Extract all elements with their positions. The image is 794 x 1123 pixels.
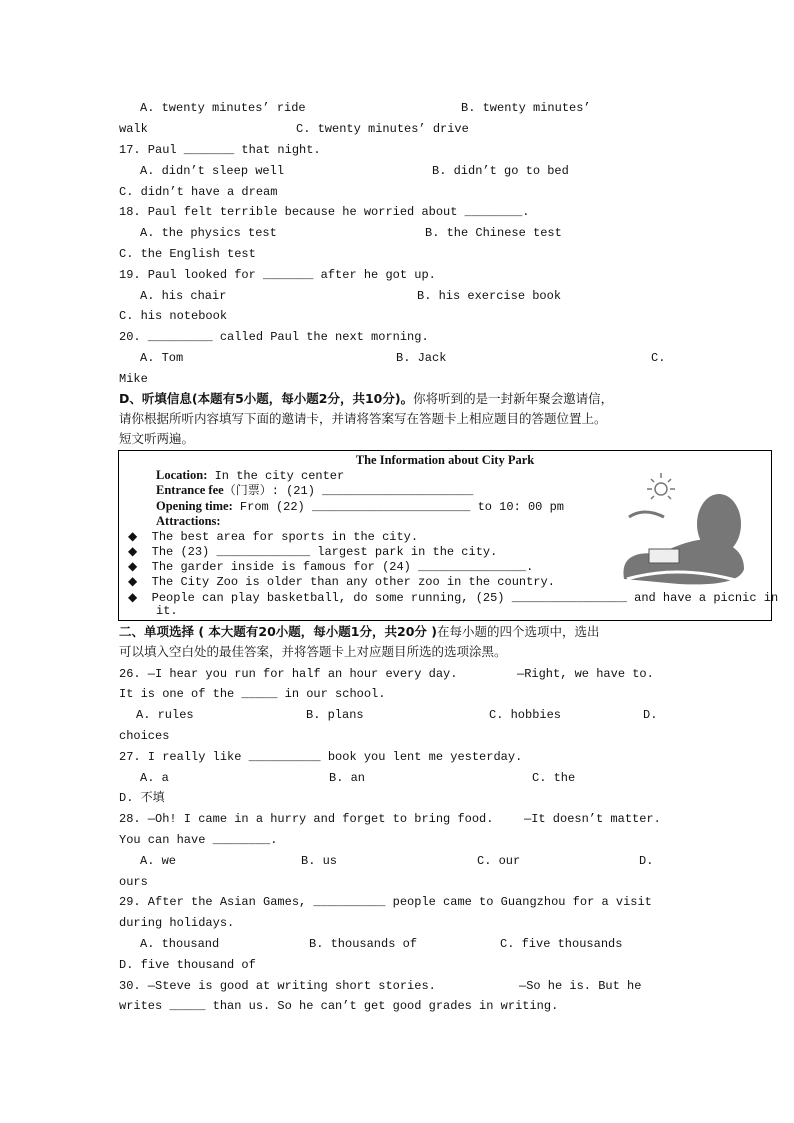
q19-stem: 19. Paul looked for _______ after he got up. (119, 268, 436, 282)
attractions-label: Attractions: (156, 514, 221, 528)
q16-option-a: A. twenty minutes’ ride (140, 101, 306, 115)
attraction-item (128, 589, 778, 606)
q18-option-b: B. the Chinese test (425, 226, 562, 240)
location-value: In the city center (207, 469, 345, 483)
q27-stem: 27. I really like __________ book you lent me yesterday. (119, 750, 523, 764)
q17-option-c: C. didn’t have a dream (119, 185, 278, 199)
attraction-text: The City Zoo is older than any other zoo in the country. (151, 575, 555, 589)
section-2-line2: 可以填入空白处的最佳答案，并将答题卡上对应题目所选的选项涂黑。 (119, 644, 507, 659)
q26-option-d: D. (643, 708, 658, 722)
q29-stem: 29. After the Asian Games, __________ people came to Guangzhou for a visit (119, 895, 652, 909)
diamond-bullet-icon: ◆ (128, 590, 138, 604)
card-entrance-fee (156, 482, 473, 499)
q27-option-b: B. an (329, 771, 366, 785)
q16-option-c: C. twenty minutes’ drive (296, 122, 469, 136)
q28-stem: 28. —Oh! I came in a hurry and forget to bring food. (119, 812, 494, 826)
q30-stem-cont: writes _____ than us. So he can’t get good grades in writing. (119, 999, 559, 1013)
q27-option-c: C. the (532, 771, 576, 785)
q18-stem: 18. Paul felt terrible because he worried about ________. (119, 205, 530, 219)
opening-blank: From (22) ______________________ to 10: 00 pm (232, 500, 564, 514)
fee-blank: （门票）: (21) _____________________ (223, 484, 474, 498)
q27-option-d: D. 不填 (119, 791, 165, 805)
q27-option-a: A. a (140, 771, 169, 785)
section-d-text: 你将听到的是一封新年聚会邀请信， (413, 391, 614, 406)
section-2-heading: 二、单项选择 ( 本大题有20小题，每小题1分，共20分 ) (119, 624, 437, 639)
q26-option-a: A. rules (136, 708, 194, 722)
card-title: The Information about City Park (355, 453, 535, 467)
city-park-info-card (118, 450, 779, 621)
q29-stem-cont: during holidays. (119, 916, 235, 930)
q29-option-a: A. thousand (140, 937, 220, 951)
q26-stem-cont: It is one of the _____ in our school. (119, 687, 386, 701)
q28-option-b: B. us (301, 854, 338, 868)
q28-option-d: D. (639, 854, 654, 868)
attraction-item-cont: it. (156, 604, 178, 618)
opening-label: Opening time: (156, 499, 233, 513)
diamond-bullet-icon: ◆ (128, 529, 138, 543)
q19-option-c: C. his notebook (119, 309, 228, 323)
section-2-instructions (119, 624, 600, 640)
attraction-text: The (23) _____________ largest park in the city. (151, 545, 498, 559)
q29-option-c: C. five thousands (500, 937, 623, 951)
q26-stem: 26. —I hear you run for half an hour every day. (119, 667, 458, 681)
q16-option-b-cont: walk (119, 122, 148, 136)
q26-reply: —Right, we have to. (517, 667, 654, 681)
q20-stem: 20. _________ called Paul the next morning. (119, 330, 429, 344)
location-label: Location: (156, 468, 208, 482)
park-illustration-icon (619, 469, 749, 589)
q29-option-b: B. thousands of (309, 937, 418, 951)
q28-option-c: C. our (477, 854, 521, 868)
q19-option-b: B. his exercise book (417, 289, 562, 303)
q30-stem: 30. —Steve is good at writing short stories. (119, 979, 436, 993)
q20-option-a: A. Tom (140, 351, 184, 365)
diamond-bullet-icon: ◆ (128, 544, 138, 558)
q20-option-b: B. Jack (396, 351, 447, 365)
section-d-line3: 短文听两遍。 (119, 431, 195, 446)
q26-option-c: C. hobbies (489, 708, 562, 722)
q28-option-a: A. we (140, 854, 177, 868)
q19-option-a: A. his chair (140, 289, 227, 303)
q17-stem: 17. Paul _______ that night. (119, 143, 321, 157)
diamond-bullet-icon: ◆ (128, 559, 138, 573)
diamond-bullet-icon: ◆ (128, 574, 138, 588)
section-2-text: 在每小题的四个选项中，选出 (436, 624, 600, 639)
section-d-heading: D、听填信息(本题有5小题，每小题2分，共10分)。 (119, 391, 414, 406)
section-d-instructions (119, 391, 613, 407)
q26-option-d-cont: choices (119, 729, 170, 743)
q17-option-a: A. didn’t sleep well (140, 164, 285, 178)
fee-label: Entrance fee (156, 483, 224, 497)
q20-option-c: C. (651, 351, 666, 365)
attraction-text: The garder inside is famous for (24) _______________. (151, 560, 534, 574)
attraction-text: People can play basketball, do some running, (25) ________________ and have a picnic in (151, 591, 779, 605)
q30-reply: —So he is. But he (519, 979, 642, 993)
q16-option-b: B. twenty minutes’ (461, 101, 591, 115)
attraction-text: The best area for sports in the city. (151, 530, 419, 544)
q20-option-c-cont: Mike (119, 372, 148, 386)
q17-option-b: B. didn’t go to bed (432, 164, 569, 178)
q26-option-b: B. plans (306, 708, 364, 722)
attraction-item (128, 573, 555, 590)
q28-stem-cont: You can have ________. (119, 833, 278, 847)
q29-option-d: D. five thousand of (119, 958, 256, 972)
section-d-line2: 请你根据所听内容填写下面的邀请卡，并请将答案写在答题卡上相应题目的答题位置上。 (119, 411, 607, 426)
q18-option-c: C. the English test (119, 247, 256, 261)
q28-reply: —It doesn’t matter. (524, 812, 661, 826)
q18-option-a: A. the physics test (140, 226, 277, 240)
q28-option-d-cont: ours (119, 875, 148, 889)
